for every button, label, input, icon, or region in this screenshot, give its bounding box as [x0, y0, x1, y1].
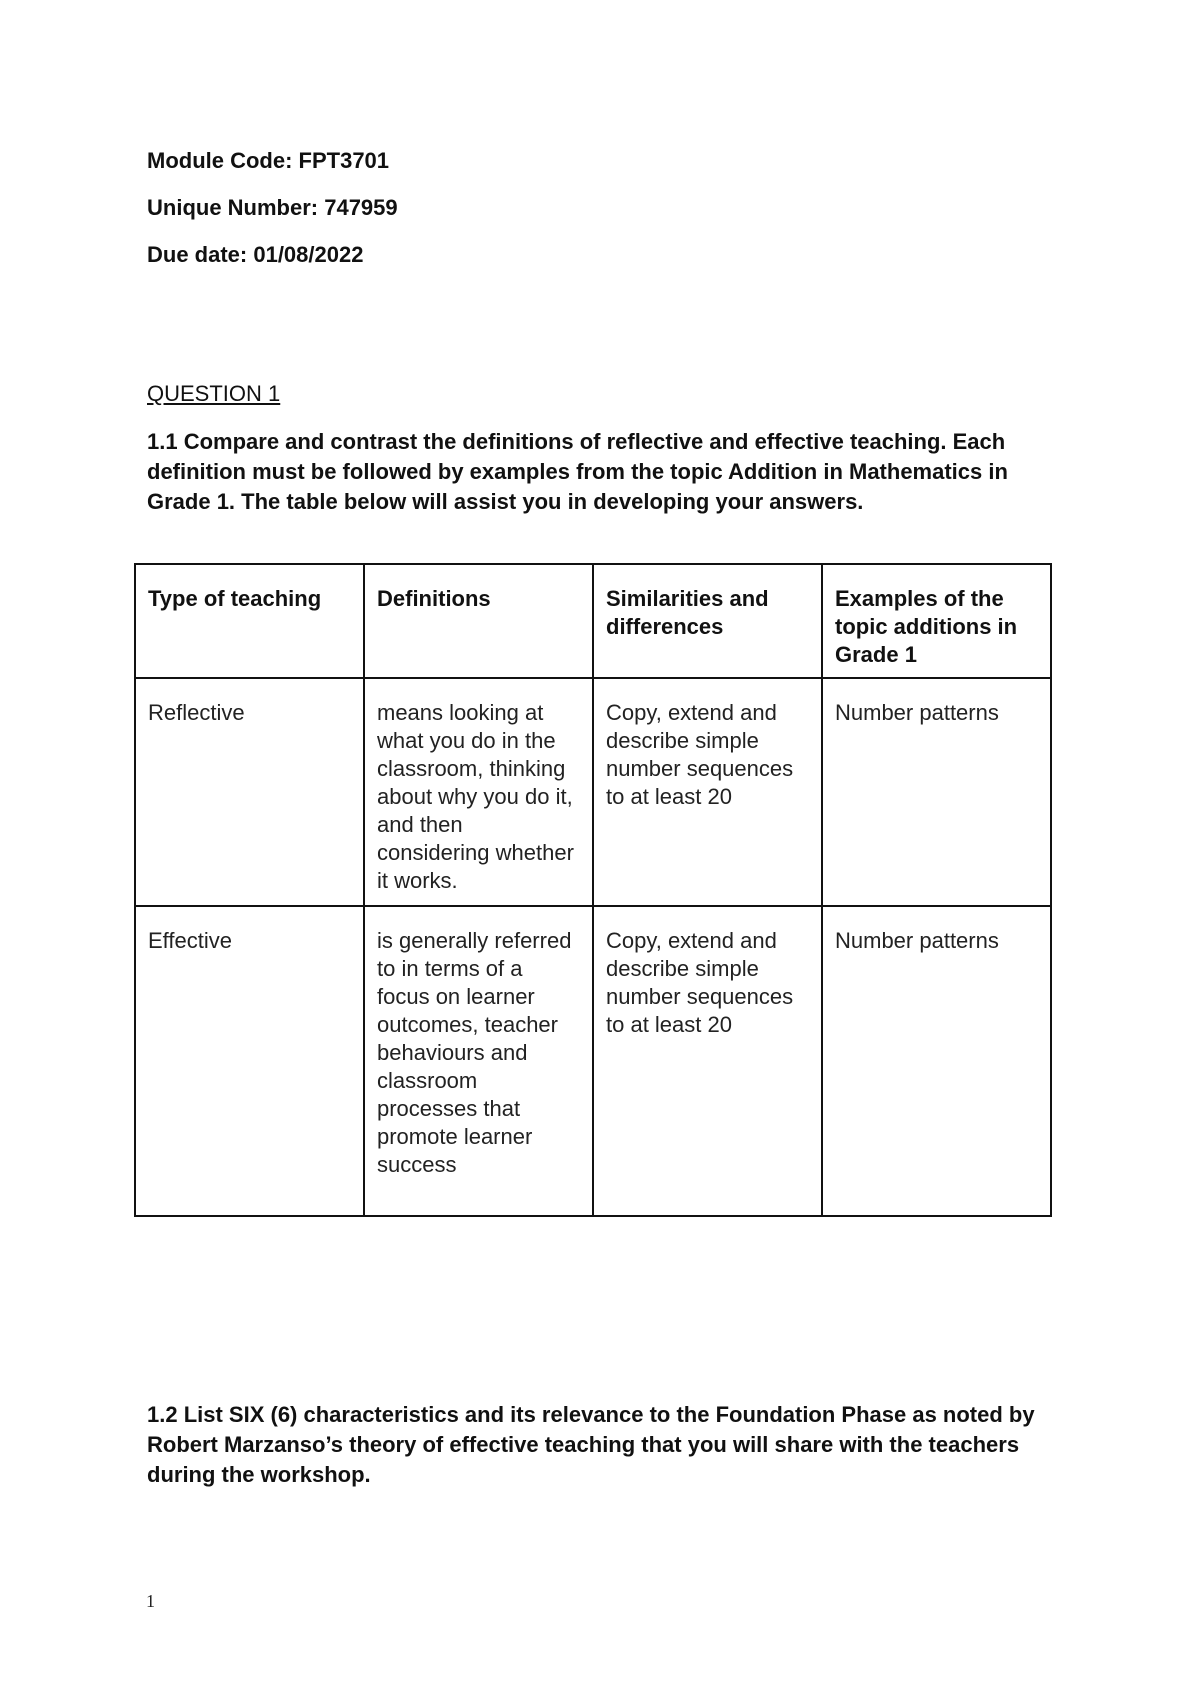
question-1-1-text: 1.1 Compare and contrast the definitions of reflective and effective teaching. Each definition must be followed by examples from the topic Addition in Mathematics in Grade 1. The table below will assist you in developing your answers. [147, 429, 1008, 514]
cell-type: Effective [135, 906, 364, 1216]
unique-number: Unique Number: 747959 [147, 195, 398, 220]
answer-table [134, 563, 1052, 1217]
table-header-row [135, 564, 1051, 678]
cell-examples: Number patterns [822, 678, 1051, 906]
cell-type: Reflective [135, 678, 364, 906]
table-row [135, 906, 1051, 1216]
table-row [135, 678, 1051, 906]
cell-examples: Number patterns [822, 906, 1051, 1216]
question-1-2-text: 1.2 List SIX (6) characteristics and its relevance to the Foundation Phase as noted by Robert Marzanso’s theory of effective teaching that you will share with the teachers during the workshop. [147, 1402, 1035, 1487]
cell-definition: is generally referred to in terms of a focus on learner outcomes, teacher behaviours and classroom processes that promote learner success [364, 906, 593, 1216]
page-number: 1 [146, 1591, 155, 1611]
header-examples: Examples of the topic additions in Grade 1 [822, 564, 1051, 678]
due-date: Due date: 01/08/2022 [147, 242, 364, 267]
cell-definition: means looking at what you do in the classroom, thinking about why you do it, and then considering whether it works. [364, 678, 593, 906]
header-similarities: Similarities and differences [593, 564, 822, 678]
cell-similarities: Copy, extend and describe simple number sequences to at least 20 [593, 906, 822, 1216]
question-1-heading: QUESTION 1 [147, 381, 281, 406]
header-definitions: Definitions [364, 564, 593, 678]
header-type-of-teaching: Type of teaching [135, 564, 364, 678]
cell-similarities: Copy, extend and describe simple number sequences to at least 20 [593, 678, 822, 906]
module-code: Module Code: FPT3701 [147, 148, 390, 173]
